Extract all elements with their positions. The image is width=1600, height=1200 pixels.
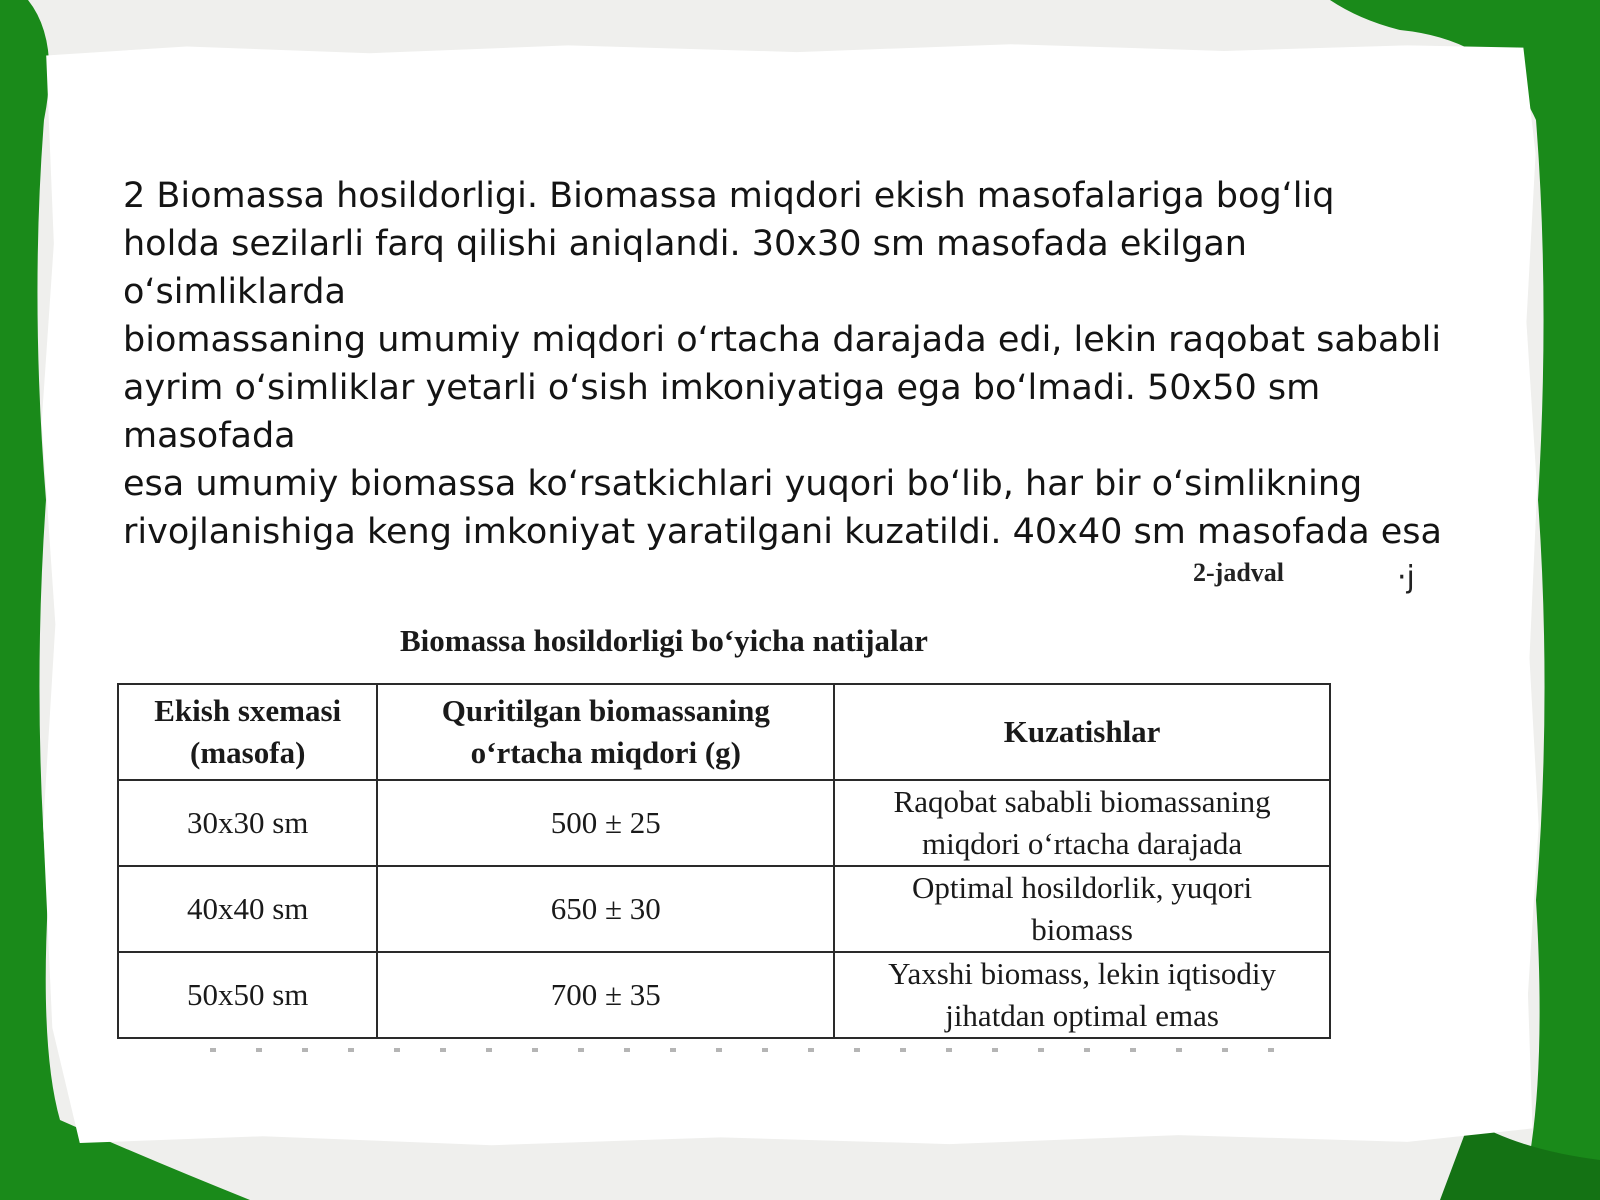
cell-amount: 650 ± 30 [377,866,834,952]
paragraph-line: 2 Biomassa hosildorligi. Biomassa miqdori ekish masofalariga bog‘liq [123,176,1335,216]
paragraph-line: esa umumiy biomassa ko‘rsatkichlari yuqori bo‘lib, har bir o‘simlikning [123,464,1363,504]
table-number-label: 2-jadval [1185,558,1292,588]
header-scheme: Ekish sxemasi (masofa) [118,684,377,780]
table-title: Biomassa hosildorligi bo‘yicha natijalar [400,623,928,658]
table-row [118,952,1330,1038]
table-row [118,866,1330,952]
table-header-row [118,684,1330,780]
body-paragraph [123,172,1543,573]
truncated-text-fragment: ·j [1397,560,1415,595]
cropped-text-remnant [210,1048,1290,1052]
paragraph-line: ayrim o‘simliklar yetarli o‘sish imkoniyatiga ega bo‘lmadi. 50x50 sm [123,368,1321,408]
cell-scheme: 50x50 sm [118,952,377,1038]
paragraph-line: rivojlanishiga keng imkoniyat yaratilgani kuzatildi. 40x40 sm masofada esa [123,512,1442,552]
cell-amount: 500 ± 25 [377,780,834,866]
paragraph-line: holda sezilarli farq qilishi aniqlandi. 30x30 sm masofada ekilgan [123,224,1247,264]
results-table [117,683,1331,1039]
table-row [118,780,1330,866]
header-amount: Quritilgan biomassaning o‘rtacha miqdori (g) [377,684,834,780]
header-observations: Kuzatishlar [834,684,1330,780]
cell-amount: 700 ± 35 [377,952,834,1038]
cell-scheme: 40x40 sm [118,866,377,952]
cell-scheme: 30x30 sm [118,780,377,866]
paragraph-line: biomassaning umumiy miqdori o‘rtacha darajada edi, lekin raqobat sababli [123,320,1442,360]
paragraph-line: masofada [123,416,296,456]
cell-observation: Optimal hosildorlik, yuqori biomass [834,866,1330,952]
paragraph-line: o‘simliklarda [123,272,346,312]
cell-observation: Yaxshi biomass, lekin iqtisodiy jihatdan optimal emas [834,952,1330,1038]
cell-observation: Raqobat sababli biomassaning miqdori o‘rtacha darajada [834,780,1330,866]
